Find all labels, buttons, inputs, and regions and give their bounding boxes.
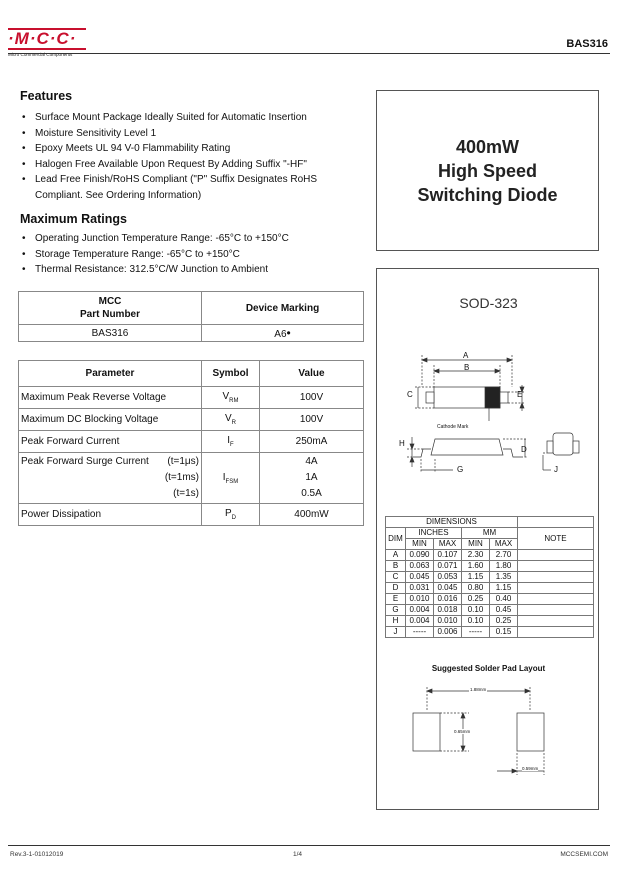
surge-t2: (t=1ms) xyxy=(164,472,199,483)
product-title-box xyxy=(376,90,599,251)
dim-cell: 0.016 xyxy=(434,594,462,605)
table-row xyxy=(386,583,594,594)
table-row xyxy=(19,431,364,453)
symbol-main: P xyxy=(224,508,232,519)
param-value: 400mW xyxy=(260,504,364,526)
table-row xyxy=(386,605,594,616)
dim-label-a: A xyxy=(463,351,469,360)
dim-cell: 0.071 xyxy=(434,561,462,572)
footer-revision: Rev.3-1-01012019 xyxy=(10,851,64,858)
dim-cell: 0.010 xyxy=(434,616,462,627)
dim-header-min: MIN xyxy=(462,539,490,550)
parameters-table xyxy=(18,360,364,526)
dim-cell: B xyxy=(386,561,406,572)
dimensions-table xyxy=(385,516,594,638)
param-value-surge xyxy=(260,453,364,504)
surge-v2: 1A xyxy=(305,472,318,483)
dim-note-cell xyxy=(518,616,594,627)
dim-note-cell xyxy=(518,627,594,638)
param-header-symbol: Symbol xyxy=(202,361,260,387)
title-line-speed: High Speed xyxy=(437,160,537,181)
dim-cell: 1.60 xyxy=(462,561,490,572)
solder-pad-title: Suggested Solder Pad Layout xyxy=(431,664,546,673)
feature-item: • Surface Mount Package Ideally Suited for Automatic Insertion xyxy=(20,110,360,126)
feature-item: • Moisture Sensitivity Level 1 xyxy=(20,126,360,142)
package-box xyxy=(376,268,599,810)
dim-cell: ----- xyxy=(406,627,434,638)
package-name: SOD-323 xyxy=(459,295,518,311)
solder-dim-height: 0.65mm xyxy=(454,729,471,734)
title-line-device: Switching Diode xyxy=(417,184,558,205)
footer-website: MCCSEMI.COM xyxy=(560,851,608,858)
dim-note-cell xyxy=(518,605,594,616)
marking-part-cell: BAS316 xyxy=(19,325,202,342)
dim-cell: 0.090 xyxy=(406,550,434,561)
dim-note-cell xyxy=(518,583,594,594)
dim-cell: 0.045 xyxy=(434,583,462,594)
dim-cell: 1.35 xyxy=(490,572,518,583)
surge-t3: (t=1s) xyxy=(173,488,199,499)
dim-label-d: D xyxy=(521,445,527,454)
dim-cell: H xyxy=(386,616,406,627)
dim-label-g: G xyxy=(457,465,464,474)
surge-t1: (t=1μs) xyxy=(167,456,199,467)
param-header-parameter: Parameter xyxy=(19,361,202,387)
dim-header-max: MAX xyxy=(434,539,462,550)
dim-cell: C xyxy=(386,572,406,583)
feature-item-line2: Compliant. See Ordering Information) xyxy=(35,189,202,201)
dim-cell: ----- xyxy=(462,627,490,638)
footer-divider xyxy=(8,845,610,846)
dim-cell: 0.010 xyxy=(406,594,434,605)
features-list xyxy=(20,110,360,203)
solder-pad-drawing xyxy=(377,679,600,794)
symbol-sub: F xyxy=(230,442,234,448)
dim-cell: 0.40 xyxy=(490,594,518,605)
rating-item: • Storage Temperature Range: -65°C to +150°C xyxy=(20,247,360,263)
ratings-title: Maximum Ratings xyxy=(20,212,127,226)
dim-label-j: J xyxy=(554,465,558,474)
features-title: Features xyxy=(20,89,73,103)
header-divider xyxy=(8,53,610,54)
symbol-sub: D xyxy=(231,515,236,521)
dim-cell: 0.10 xyxy=(462,616,490,627)
param-name: Power Dissipation xyxy=(19,504,202,526)
dim-header-dim: DIM xyxy=(386,528,406,550)
param-value: 100V xyxy=(260,409,364,431)
surge-v3: 0.5A xyxy=(301,488,322,499)
dim-cell: 0.006 xyxy=(434,627,462,638)
symbol-main: V xyxy=(224,413,232,424)
feature-item: • Halogen Free Available Upon Request By Adding Suffix "-HF" xyxy=(20,157,360,173)
symbol-main: I xyxy=(227,435,231,446)
table-row xyxy=(19,504,364,526)
param-name-surge xyxy=(19,453,202,504)
table-row xyxy=(19,409,364,431)
dim-cell: 0.25 xyxy=(462,594,490,605)
marking-header-part xyxy=(19,292,202,325)
package-drawing xyxy=(377,349,600,489)
logo-subtitle: Micro Commercial Components xyxy=(8,52,73,57)
dim-cell: 0.80 xyxy=(462,583,490,594)
dim-cell: 0.031 xyxy=(406,583,434,594)
dim-cell: 2.70 xyxy=(490,550,518,561)
symbol-sub: RM xyxy=(229,398,239,404)
table-row xyxy=(386,561,594,572)
symbol-main: I xyxy=(222,471,226,483)
symbol-sub: FSM xyxy=(225,478,239,485)
dim-cell: 0.053 xyxy=(434,572,462,583)
marking-header-mcc: MCC xyxy=(98,296,122,307)
param-name: Peak Forward Current xyxy=(19,431,202,453)
dim-cell: 0.25 xyxy=(490,616,518,627)
table-row xyxy=(386,550,594,561)
dimensions-title: DIMENSIONS xyxy=(386,517,518,528)
dim-cell: 0.045 xyxy=(406,572,434,583)
dim-label-b: B xyxy=(464,363,470,372)
rating-item: • Operating Junction Temperature Range: -65°C to +150°C xyxy=(20,231,360,247)
title-line-power: 400mW xyxy=(455,136,520,157)
rating-item: • Thermal Resistance: 312.5°C/W Junction to Ambient xyxy=(20,262,360,278)
marking-value: A6 xyxy=(274,329,287,340)
dim-cell: 1.15 xyxy=(462,572,490,583)
table-row xyxy=(386,627,594,638)
dim-cell: 1.15 xyxy=(490,583,518,594)
marking-dot-icon: • xyxy=(286,326,291,340)
dim-cell: 0.15 xyxy=(490,627,518,638)
param-symbol xyxy=(202,453,260,504)
dim-cell: 0.018 xyxy=(434,605,462,616)
logo-text: ·M·C·C· xyxy=(8,28,86,50)
dim-cell: 0.10 xyxy=(462,605,490,616)
table-row xyxy=(386,616,594,627)
param-value: 250mA xyxy=(260,431,364,453)
dim-cell: 0.107 xyxy=(434,550,462,561)
table-row xyxy=(386,572,594,583)
marking-header-partnum: Part Number xyxy=(79,309,140,320)
table-row xyxy=(386,594,594,605)
surge-label: Peak Forward Surge Current xyxy=(21,456,149,467)
feature-item-line1: Lead Free Finish/RoHS Compliant ("P" Suffix Designates RoHS xyxy=(35,174,318,185)
dim-cell: 2.30 xyxy=(462,550,490,561)
dim-cell: 0.063 xyxy=(406,561,434,572)
symbol-sub: R xyxy=(231,420,236,426)
dim-label-h: H xyxy=(399,439,405,448)
marking-header-device: Device Marking xyxy=(202,292,364,325)
dim-note-cell xyxy=(518,594,594,605)
param-symbol xyxy=(202,504,260,526)
dim-cell: 0.004 xyxy=(406,616,434,627)
header-part-number: BAS316 xyxy=(566,38,608,50)
dim-label-e: E xyxy=(517,390,523,399)
param-name: Maximum Peak Reverse Voltage xyxy=(19,387,202,409)
dim-label-c: C xyxy=(407,390,413,399)
param-symbol xyxy=(202,387,260,409)
marking-value-cell xyxy=(202,325,364,342)
dim-note-cell xyxy=(518,572,594,583)
param-symbol xyxy=(202,409,260,431)
dim-cell: G xyxy=(386,605,406,616)
param-header-value: Value xyxy=(260,361,364,387)
dim-header-mm: MM xyxy=(462,528,518,539)
dim-cell: 1.80 xyxy=(490,561,518,572)
param-name: Maximum DC Blocking Voltage xyxy=(19,409,202,431)
surge-v1: 4A xyxy=(305,456,318,467)
dim-cell: A xyxy=(386,550,406,561)
dim-header-inches: INCHES xyxy=(406,528,462,539)
dim-header-note: NOTE xyxy=(518,528,594,550)
param-value: 100V xyxy=(260,387,364,409)
symbol-main: V xyxy=(222,391,230,402)
marking-table xyxy=(18,291,364,342)
table-row xyxy=(19,387,364,409)
table-row xyxy=(19,453,364,504)
footer-page: 1/4 xyxy=(293,851,303,858)
dim-header-min: MIN xyxy=(406,539,434,550)
dim-cell: 0.45 xyxy=(490,605,518,616)
ratings-list xyxy=(20,231,360,278)
feature-item: • Epoxy Meets UL 94 V-0 Flammability Rating xyxy=(20,141,360,157)
dim-cell: J xyxy=(386,627,406,638)
cathode-mark-label: Cathode Mark xyxy=(437,424,469,430)
dim-cell: D xyxy=(386,583,406,594)
dim-note-cell xyxy=(518,561,594,572)
dim-cell: 0.004 xyxy=(406,605,434,616)
feature-item xyxy=(20,172,360,203)
solder-dim-width: 1.88mm xyxy=(470,687,487,692)
dim-header-max: MAX xyxy=(490,539,518,550)
dim-cell: E xyxy=(386,594,406,605)
dim-note-cell xyxy=(518,550,594,561)
dimensions-title-blank xyxy=(518,517,594,528)
param-symbol xyxy=(202,431,260,453)
solder-dim-pad: 0.59mm xyxy=(522,766,539,771)
